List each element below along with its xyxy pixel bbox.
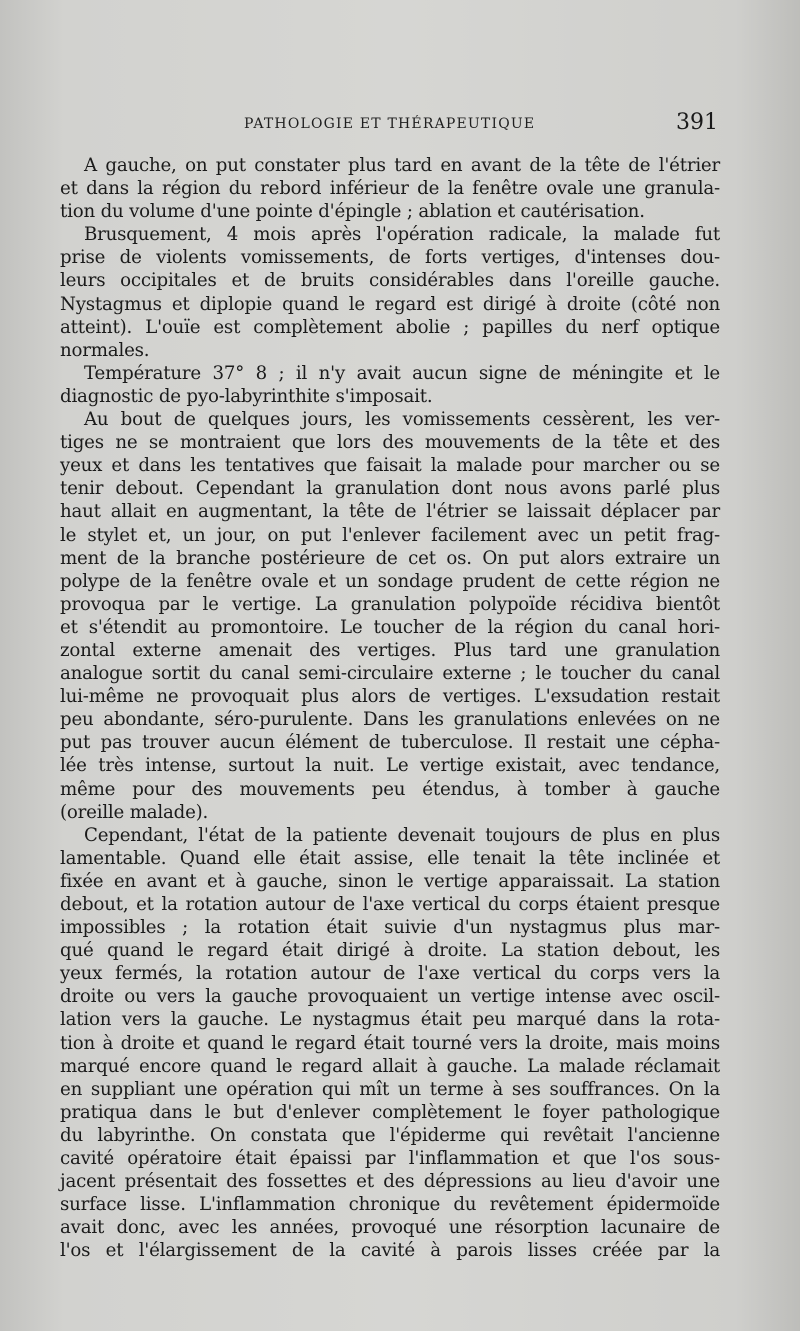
text-line: marqué encore quand le regard allait à gauche. La malade réclamait xyxy=(60,1055,720,1077)
text-line: et dans la région du rebord inférieur de la fenêtre ovale une granula- xyxy=(60,178,720,200)
text-line: haut allait en augmentant, la tête de l'étrier se laissait déplacer par xyxy=(60,501,720,523)
text-line: tiges ne se montraient que lors des mouvements de la tête et des xyxy=(60,432,720,454)
text-line: Brusquement, 4 mois après l'opération radicale, la malade fut xyxy=(84,224,720,246)
text-line: surface lisse. L'inflammation chronique du revêtement épidermoïde xyxy=(60,1194,720,1216)
text-line: polype de la fenêtre ovale et un sondage prudent de cette région ne xyxy=(60,570,720,592)
text-line: lamentable. Quand elle était assise, elle tenait la tête inclinée et xyxy=(60,847,720,869)
text-line: lée très intense, surtout la nuit. Le vertige existait, avec tendance, xyxy=(60,755,720,777)
text-line: qué quand le regard était dirigé à droite. La station debout, les xyxy=(60,940,720,962)
text-line: zontal externe amenait des vertiges. Plus tard une granulation xyxy=(60,639,720,661)
text-line: droite ou vers la gauche provoquaient un vertige intense avec oscil- xyxy=(60,986,720,1008)
text-line: (oreille malade). xyxy=(60,801,209,823)
text-line: yeux fermés, la rotation autour de l'axe vertical du corps vers la xyxy=(60,963,720,985)
text-line: jacent présentait des fossettes et des dépressions au lieu d'avoir une xyxy=(60,1171,720,1193)
text-line: tion à droite et quand le regard était tourné vers la droite, mais moins xyxy=(60,1032,720,1054)
text-line: put pas trouver aucun élément de tuberculose. Il restait une cépha- xyxy=(60,732,720,754)
text-line: normales. xyxy=(60,339,150,361)
text-line: du labyrinthe. On constata que l'épiderme qui revêtait l'ancienne xyxy=(60,1124,720,1146)
text-line: Cependant, l'état de la patiente devenait toujours de plus en plus xyxy=(84,824,720,846)
page-number: 391 xyxy=(676,110,718,135)
text-line: ment de la branche postérieure de cet os. On put alors extraire un xyxy=(60,547,720,569)
text-line: en suppliant une opération qui mît un terme à ses souffrances. On la xyxy=(60,1078,720,1100)
text-line: Au bout de quelques jours, les vomissements cessèrent, les ver- xyxy=(84,409,720,431)
text-line: debout, et la rotation autour de l'axe vertical du corps étaient presque xyxy=(60,894,720,915)
text-line: impossibles ; la rotation était suivie d'un nystagmus plus mar- xyxy=(60,917,720,939)
text-line: le stylet et, un jour, on put l'enlever facilement avec un petit frag- xyxy=(60,524,720,546)
text-line: tion du volume d'une pointe d'épingle ; ablation et cautérisation. xyxy=(60,201,645,223)
page-header xyxy=(58,112,718,138)
text-line: diagnostic de pyo-labyrinthite s'imposait. xyxy=(60,385,433,407)
text-line: Nystagmus et diplopie quand le regard est dirigé à droite (côté non xyxy=(60,293,720,315)
text-line: même pour des mouvements peu étendus, à tomber à gauche xyxy=(60,778,720,800)
text-line: yeux et dans les tentatives que faisait la malade pour marcher ou se xyxy=(60,455,720,477)
text-line: cavité opératoire était épaissi par l'inflammation et que l'os sous- xyxy=(60,1148,720,1170)
text-line: analogue sortit du canal semi-circulaire externe ; le toucher du canal xyxy=(60,663,720,685)
body-text xyxy=(60,154,720,1263)
text-line: peu abondante, séro-purulente. Dans les granulations enlevées on ne xyxy=(60,709,720,731)
text-line: leurs occipitales et de bruits considérables dans l'oreille gauche. xyxy=(60,270,720,292)
text-line: l'os et l'élargissement de la cavité à parois lisses créée par la xyxy=(60,1240,720,1262)
text-line: avait donc, avec les années, provoqué une résorption lacunaire de xyxy=(60,1217,720,1239)
text-line: lui-même ne provoquait plus alors de vertiges. L'exsudation restait xyxy=(60,686,720,708)
running-title: PATHOLOGIE ET THÉRAPEUTIQUE xyxy=(244,116,536,132)
text-line: prise de violents vomissements, de forts vertiges, d'intenses dou- xyxy=(60,247,720,269)
text-line: atteint). L'ouïe est complètement abolie ; papilles du nerf optique xyxy=(60,316,720,338)
text-line: lation vers la gauche. Le nystagmus était peu marqué dans la rota- xyxy=(60,1009,720,1031)
text-line: et s'étendit au promontoire. Le toucher de la région du canal hori- xyxy=(60,616,720,638)
text-line: tenir debout. Cependant la granulation dont nous avons parlé plus xyxy=(60,478,720,500)
text-line: fixée en avant et à gauche, sinon le vertige apparaissait. La station xyxy=(60,870,720,892)
text-line: provoqua par le vertige. La granulation polypoïde récidiva bientôt xyxy=(60,593,720,615)
text-line: A gauche, on put constater plus tard en avant de la tête de l'étrier xyxy=(84,155,720,176)
text-line: Température 37° 8 ; il n'y avait aucun signe de méningite et le xyxy=(84,362,720,384)
text-line: pratiqua dans le but d'enlever complètement le foyer pathologique xyxy=(60,1101,720,1123)
